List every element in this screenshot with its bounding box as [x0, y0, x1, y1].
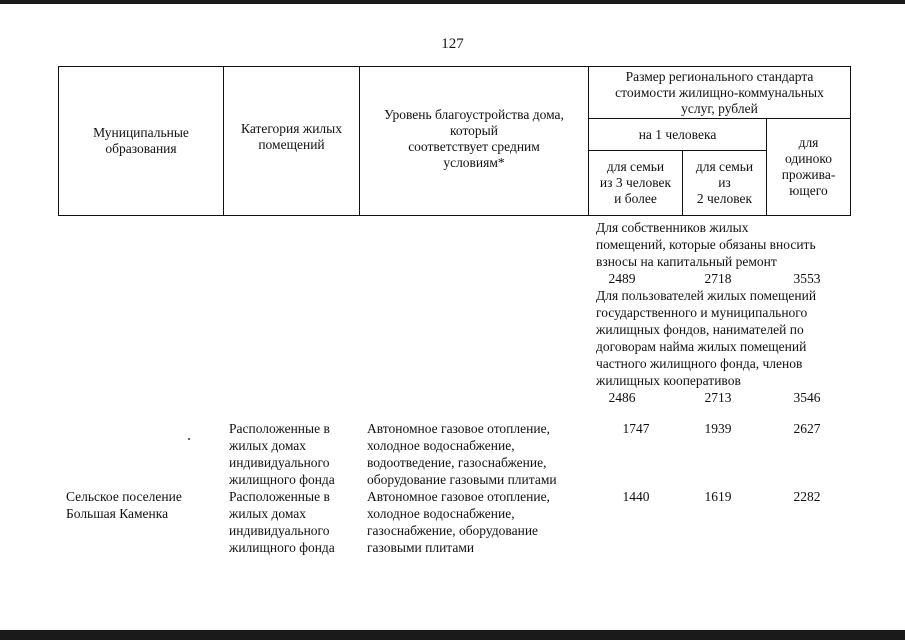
header-category: Категория жилых помещений — [241, 121, 342, 152]
header-family2: для семьи из 2 человек — [695, 159, 754, 206]
row2-value-family3: 1440 — [622, 489, 650, 504]
row2-value-family2: 1619 — [704, 489, 732, 504]
header-municipality: Муниципальные образования — [93, 125, 189, 156]
users-value-single: 3546 — [793, 390, 821, 405]
users-value-family2: 2713 — [704, 390, 732, 405]
row2-value-single: 2282 — [793, 489, 821, 504]
users-value-family3: 2486 — [608, 390, 636, 405]
row1-value-family3: 1747 — [622, 421, 650, 436]
row1-level: Автономное газовое отопление, холодное водоснабжение, водоотведение, газоснабжение, оборудование газовыми плитами — [367, 421, 557, 487]
row1-value-single: 2627 — [793, 421, 821, 436]
scan-speck — [188, 438, 190, 440]
owners-note: Для собственников жилых помещений, которые обязаны вносить взносы на капитальный ремонт — [596, 220, 816, 269]
owners-value-family3: 2489 — [608, 271, 636, 286]
header-per-person: на 1 человека — [638, 126, 717, 142]
header-level: Уровень благоустройства дома, который соответствует средним условиям* — [384, 107, 564, 170]
row1-value-family2: 1939 — [704, 421, 732, 436]
scan-border-top — [0, 0, 905, 4]
row1-category: Расположенные в жилых домах индивидуального жилищного фонда — [229, 421, 335, 487]
row2-municipality: Сельское поселение Большая Каменка — [66, 489, 182, 521]
table-header — [58, 66, 851, 216]
header-standard: Размер регионального стандарта стоимости жилищно-коммунальных услуг, рублей — [615, 68, 824, 116]
owners-value-family2: 2718 — [704, 271, 732, 286]
header-family3: для семьи из 3 человек и более — [599, 159, 672, 206]
owners-value-single: 3553 — [793, 271, 821, 286]
page-number: 127 — [441, 36, 464, 52]
scan-border-bottom — [0, 630, 905, 640]
row2-category: Расположенные в жилых домах индивидуального жилищного фонда — [229, 489, 335, 555]
users-note: Для пользователей жилых помещений государственного и муниципального жилищных фондов, нанимателей по договорам найма жилых помещений частного жилищного фонда, членов жилищных кооперативов — [596, 288, 817, 388]
header-single: для одиноко прожива- ющего — [781, 135, 836, 198]
row2-level: Автономное газовое отопление, холодное водоснабжение, газоснабжение, оборудование газовыми плитами — [367, 489, 550, 555]
